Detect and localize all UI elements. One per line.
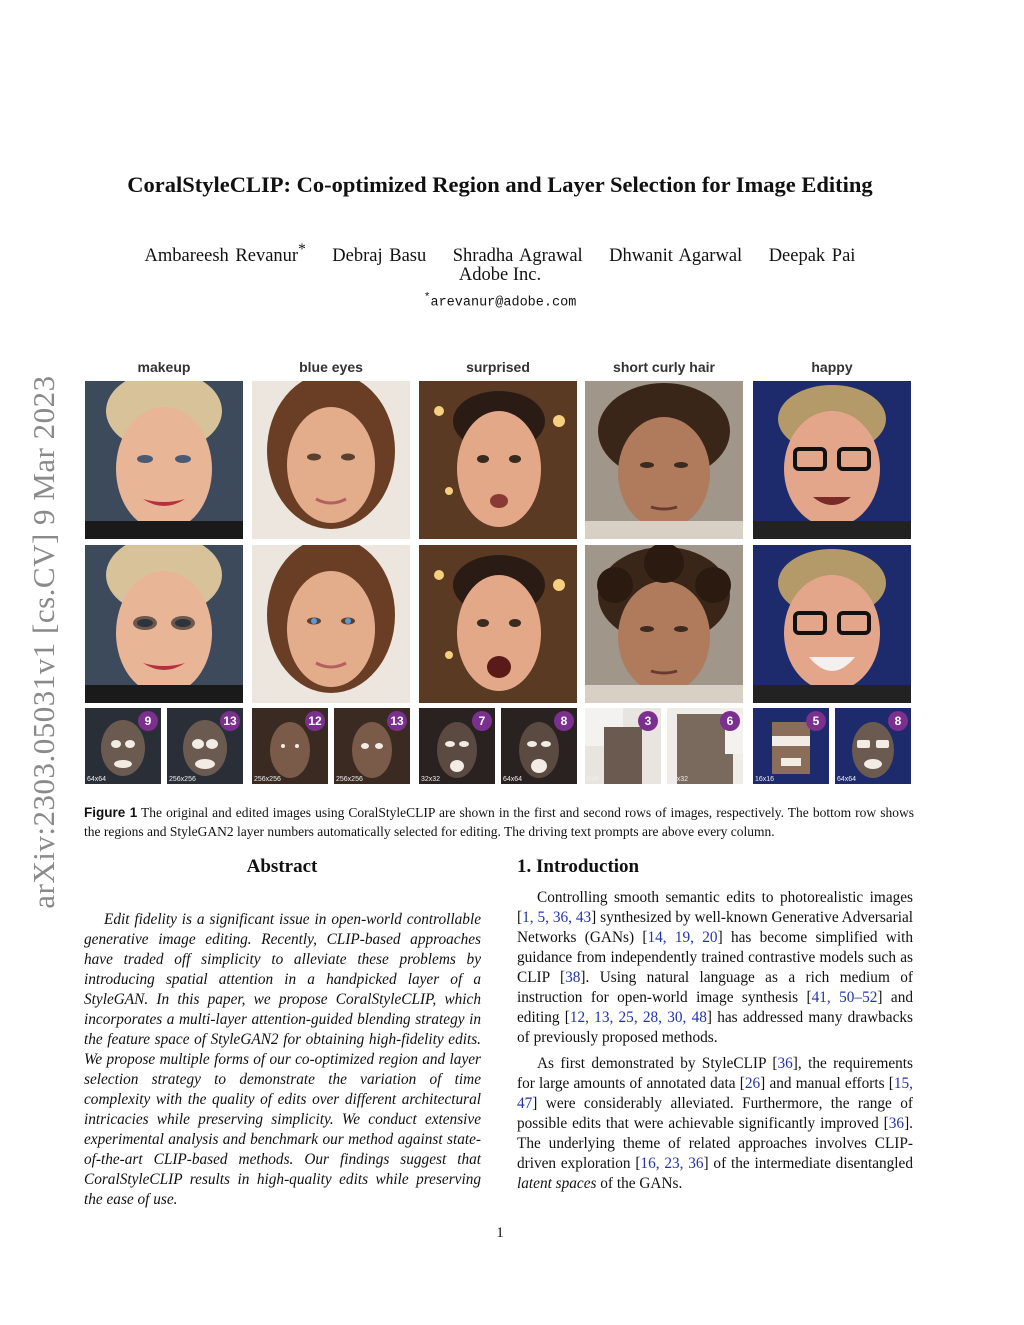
paper-title: CoralStyleCLIP: Co-optimized Region and Layer Selection for Image Editing bbox=[127, 172, 873, 197]
resolution-label: 256x256 bbox=[169, 776, 196, 783]
original-image-short-curly-hair bbox=[585, 381, 743, 539]
text-run: ] and manual efforts [ bbox=[760, 1075, 894, 1092]
text-run: ] has become simplified with guidance from independently trained contrastive models such as CLIP [ bbox=[517, 929, 913, 986]
layer-badge: 5 bbox=[806, 711, 826, 731]
citation-link[interactable]: 16, 23, 36 bbox=[640, 1155, 704, 1172]
author-list bbox=[0, 241, 1000, 267]
intro-paragraph bbox=[517, 1054, 913, 1194]
layer-badge: 8 bbox=[554, 711, 574, 731]
original-image-happy bbox=[753, 381, 911, 539]
contact-email[interactable] bbox=[0, 292, 1000, 311]
email-address: arevanur@adobe.com bbox=[430, 295, 577, 311]
region-thumbnail bbox=[835, 708, 911, 784]
prompt-label-short-curly-hair: short curly hair bbox=[613, 359, 715, 375]
region-thumbnail bbox=[753, 708, 829, 784]
original-image-blue-eyes bbox=[252, 381, 410, 539]
text-run: ] of the intermediate disentangled bbox=[703, 1155, 913, 1172]
edited-image-short-curly-hair bbox=[585, 545, 743, 703]
layer-badge: 6 bbox=[720, 711, 740, 731]
author-name: Debraj Basu bbox=[332, 246, 427, 267]
prompt-label-surprised: surprised bbox=[466, 359, 530, 375]
author-name: Dhwanit Agarwal bbox=[609, 246, 743, 267]
edited-image-makeup bbox=[85, 545, 243, 703]
page-number: 1 bbox=[496, 1225, 504, 1241]
layer-badge: 13 bbox=[220, 711, 240, 731]
text-run: Controlling smooth semantic edits to photorealistic images [ bbox=[517, 889, 913, 926]
layer-badge: 13 bbox=[387, 711, 407, 731]
text-run: of the GANs. bbox=[596, 1175, 683, 1192]
region-thumbnail bbox=[334, 708, 410, 784]
arxiv-stamp: arXiv:2303.05031v1 [cs.CV] 9 Mar 2023 bbox=[26, 375, 61, 909]
author-name: Shradha Agrawal bbox=[452, 246, 583, 267]
text-run: ] and editing [ bbox=[517, 989, 913, 1026]
emphasis-text: latent spaces bbox=[517, 1175, 597, 1192]
author-name: Deepak Pai bbox=[768, 246, 856, 267]
text-run: ] were considerably alleviated. Furthermore, the range of possible edits that were achievable significantly improved [ bbox=[517, 1095, 913, 1132]
figure-label: Figure 1 bbox=[84, 805, 138, 820]
region-thumbnail bbox=[585, 708, 661, 784]
citation-link[interactable]: 15, 47 bbox=[517, 1075, 913, 1112]
original-image-makeup bbox=[85, 381, 243, 539]
prompt-label-happy: happy bbox=[811, 359, 853, 375]
figure-caption bbox=[84, 803, 914, 841]
region-thumbnail bbox=[85, 708, 161, 784]
region-thumbnail bbox=[501, 708, 577, 784]
resolution-label: 32x32 bbox=[421, 776, 441, 783]
edited-image-surprised bbox=[419, 545, 577, 703]
citation-link[interactable]: 26 bbox=[744, 1075, 761, 1092]
layer-badge: 9 bbox=[138, 711, 158, 731]
layer-badge: 12 bbox=[305, 711, 325, 731]
original-image-surprised bbox=[419, 381, 577, 539]
intro-paragraph bbox=[517, 888, 913, 1048]
resolution-label: 64x64 bbox=[87, 776, 107, 783]
edited-image-blue-eyes bbox=[252, 545, 410, 703]
resolution-label: 8x8 bbox=[587, 776, 599, 783]
abstract-heading: Abstract bbox=[246, 856, 318, 877]
text-run: ]. Using natural language as a rich medium of instruction for open-world image synthesis [ bbox=[517, 969, 914, 1006]
resolution-label: 16x16 bbox=[755, 776, 775, 783]
introduction-body bbox=[517, 888, 913, 1200]
citation-link[interactable]: 14, 19, 20 bbox=[647, 929, 718, 946]
resolution-label: 64x64 bbox=[837, 776, 857, 783]
introduction-heading: 1. Introduction bbox=[517, 856, 640, 877]
region-thumbnail bbox=[167, 708, 243, 784]
region-thumbnail bbox=[667, 708, 743, 784]
resolution-label: 256x256 bbox=[336, 776, 363, 783]
figure-caption-text: The original and edited images using CoralStyleCLIP are shown in the first and second rows of images, respectively. The bottom row shows the regions and StyleGAN2 layer numbers automatically selected for editing. The driving text prompts are above every column. bbox=[84, 805, 914, 839]
text-run: As first demonstrated by StyleCLIP [ bbox=[537, 1055, 778, 1072]
layer-badge: 7 bbox=[472, 711, 492, 731]
region-thumbnail bbox=[419, 708, 495, 784]
citation-link[interactable]: 41, 50–52 bbox=[811, 989, 878, 1006]
affiliation: Adobe Inc. bbox=[458, 265, 542, 285]
prompt-label-blue-eyes: blue eyes bbox=[299, 359, 363, 375]
citation-link[interactable]: 36 bbox=[777, 1055, 793, 1072]
text-run: ] synthesized by well-known Generative Adversarial Networks (GANs) [ bbox=[517, 909, 913, 946]
text-run: ]. The underlying theme of related approaches involves CLIP-driven exploration [ bbox=[517, 1115, 913, 1172]
layer-badge: 8 bbox=[888, 711, 908, 731]
resolution-label: 256x256 bbox=[254, 776, 281, 783]
layer-badge: 3 bbox=[638, 711, 658, 731]
author-mark: * bbox=[298, 241, 306, 258]
author-name: Ambareesh Revanur bbox=[144, 246, 299, 267]
text-run: ] has addressed many drawbacks of previously proposed methods. bbox=[517, 1009, 913, 1046]
citation-link[interactable]: 36 bbox=[888, 1115, 905, 1132]
citation-link[interactable]: 12, 13, 25, 28, 30, 48 bbox=[569, 1009, 707, 1026]
citation-link[interactable]: 38 bbox=[565, 969, 581, 986]
abstract-text: Edit fidelity is a significant issue in open-world controllable generative image editing. Recently, CLIP-based approaches have traded off simplicity to alleviate these problems by introducing spatial attention in a handpicked layer of a StyleGAN. In this paper, we propose CoralStyleCLIP, which incorporates a multi-layer attention-guided blending strategy in the feature space of StyleGAN2 for obtaining high-fidelity edits. We propose multiple forms of our co-optimized region and layer selection strategy to demonstrate the variation of time complexity with the quality of edits over different architectural intricacies while preserving simplicity. We conduct extensive experimental analysis and benchmark our method against state-of-the-art CLIP-based methods. Our findings suggest that CoralStyleCLIP results in high-quality edits while preserving the ease of use. bbox=[84, 911, 481, 1208]
email-mark: * bbox=[423, 292, 431, 304]
resolution-label: 32x32 bbox=[669, 776, 689, 783]
citation-link[interactable]: 1, 5, 36, 43 bbox=[522, 909, 592, 926]
resolution-label: 64x64 bbox=[503, 776, 523, 783]
edited-image-happy bbox=[753, 545, 911, 703]
region-thumbnail bbox=[252, 708, 328, 784]
text-run: ], the requirements for large amounts of annotated data [ bbox=[517, 1055, 914, 1092]
prompt-label-makeup: makeup bbox=[137, 359, 191, 375]
